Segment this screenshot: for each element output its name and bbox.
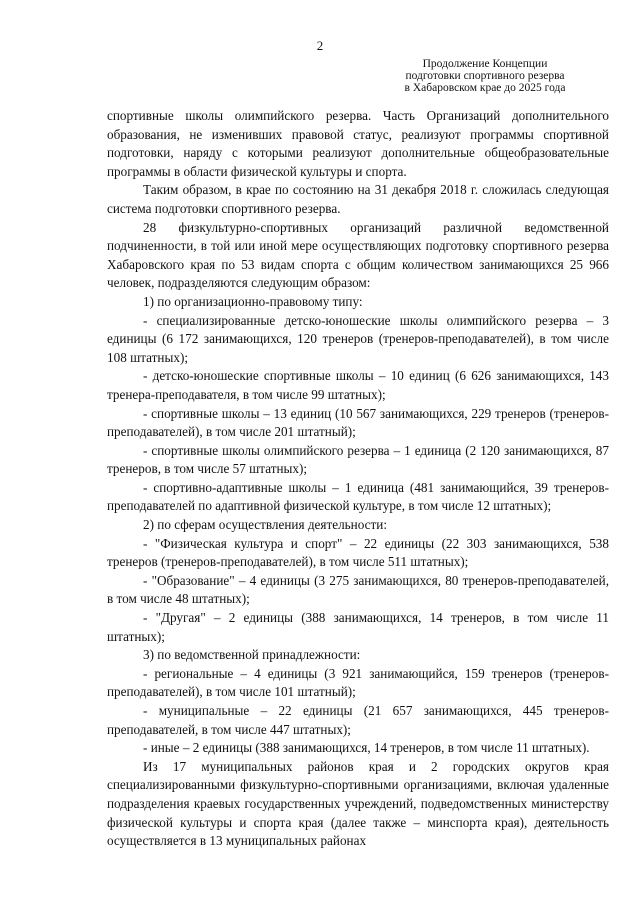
list-heading-legal-type: 1) по организационно-правовому типу: [143, 293, 363, 309]
list-item: - спортивные школы олимпийского резерва – 1 единица (2 120 занимающихся, 87 тренеров, в том числе 57 штатных); [107, 442, 609, 477]
header-line-2: подготовки спортивного резерва [405, 70, 565, 82]
list-item: - "Образование" – 4 единицы (3 275 занимающихся, 80 тренеров-преподавателей, в том числе 48 штатных); [107, 572, 609, 607]
list-item: - "Другая" – 2 единицы (388 занимающихся, 14 тренеров, в том числе 11 штатных); [107, 610, 609, 644]
list-item: - региональные – 4 единицы (3 921 занимающийся, 159 тренеров (тренеров-преподавателей), в том числе 101 штатный); [107, 665, 609, 700]
document-body [107, 107, 609, 851]
list-heading-departmental: 3) по ведомственной принадлежности: [143, 647, 361, 663]
header-line-3: в Хабаровском крае до 2025 года [404, 82, 566, 94]
page-number: 2 [316, 38, 324, 53]
header-line-1: Продолжение Концепции [422, 58, 548, 70]
list-item: - спортивно-адаптивные школы – 1 единица (481 занимающийся, 39 тренеров-преподавателей по адаптивной физической культуре, в том числе 12 штатных); [107, 479, 609, 514]
paragraph-continuation: спортивные школы олимпийского резерва. Часть Организаций дополнительного образования, не изменивших правовой статус, реализуют программы спортивной подготовки, наряду с которыми реализуют дополнительные общеобразовательные программы в области физической культуры и спорта. [107, 108, 609, 179]
paragraph-organizations: 28 физкультурно-спортивных организаций различной ведомственной подчиненности, в той или иной мере осуществляющих подготовку спортивного резерва Хабаровского края по 53 видам спорта с общим количеством занимающихся 25 966 человек, подразделяются следующим образом: [107, 219, 609, 291]
list-item: - муниципальные – 22 единицы (21 657 занимающихся, 445 тренеров-преподавателей, в том числе 447 штатных); [107, 703, 609, 737]
list-item: - "Физическая культура и спорт" – 22 единицы (22 303 занимающихся, 538 тренеров (тренеров-преподавателей), в том числе 511 штатных); [107, 535, 609, 570]
list-item: - детско-юношеские спортивные школы – 10 единиц (6 626 занимающихся, 143 тренера-преподавателя, в том числе 99 штатных); [107, 368, 609, 402]
list-item: - специализированные детско-юношеские школы олимпийского резерва – 3 единицы (6 172 занимающихся, 120 тренеров (тренеров-преподавателей), в том числе 108 штатных); [107, 312, 609, 365]
list-item: - иные – 2 единицы (388 занимающихся, 14 тренеров, в том числе 11 штатных). [143, 740, 590, 756]
document-header [370, 58, 600, 94]
list-item: - спортивные школы – 13 единиц (10 567 занимающихся, 229 тренеров (тренеров-преподавателей), в том числе 201 штатный); [107, 405, 609, 440]
paragraph-municipal-districts: Из 17 муниципальных районов края и 2 городских округов края специализированными физкультурно-спортивными организациями, включая удаленные подразделения краевых государственных учреждений, подведомственных министерству физической культуры и спорта края (далее также – минспорта края), деятельность осуществляется в 13 муниципальных районах [107, 758, 609, 849]
paragraph-summary: Таким образом, в крае по состоянию на 31 декабря 2018 г. сложилась следующая система подготовки спортивного резерва. [107, 182, 609, 216]
list-heading-activity-sphere: 2) по сферам осуществления деятельности: [143, 517, 388, 533]
